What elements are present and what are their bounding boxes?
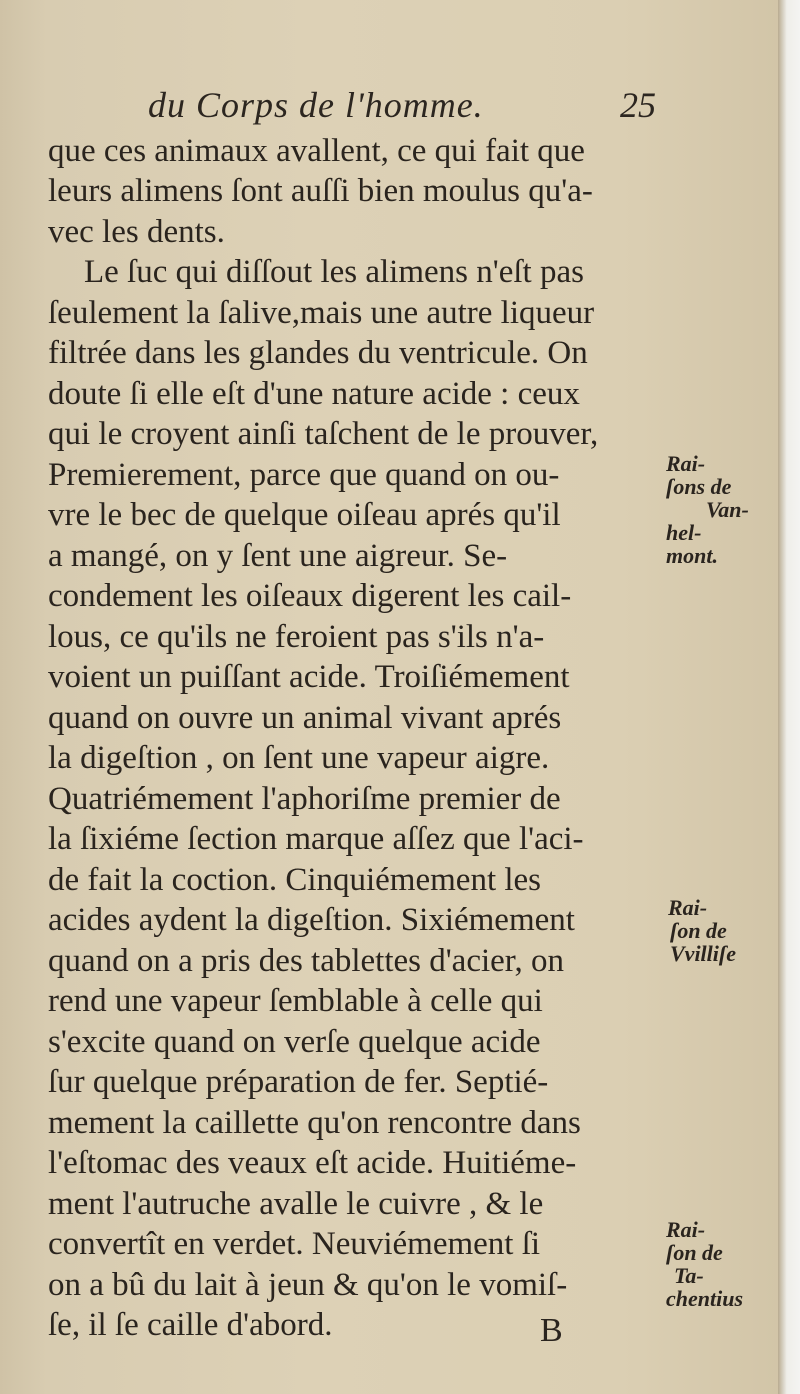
body-line: doute ſi elle eſt d'une nature acide : ceux — [48, 376, 580, 412]
body-line: ment l'autruche avalle le cuivre , & le — [48, 1186, 544, 1222]
body-line: on a bû du lait à jeun & qu'on le vomiſ- — [48, 1267, 568, 1303]
body-line: qui le croyent ainſi taſchent de le prouver, — [48, 416, 599, 452]
body-line: que ces animaux avallent, ce qui fait que — [48, 133, 585, 169]
page-number: 25 — [620, 85, 656, 125]
body-line: leurs alimens ſont auſſi bien moulus qu'a- — [48, 173, 593, 209]
body-line: lous, ce qu'ils ne feroient pas s'ils n'a- — [48, 619, 545, 655]
body-line: condement les oiſeaux digerent les cail- — [48, 578, 572, 614]
body-line: l'eſtomac des veaux eſt acide. Huitiéme- — [48, 1145, 577, 1181]
body-line: ſur quelque préparation de fer. Septié- — [48, 1064, 549, 1100]
body-line: s'excite quand on verſe quelque acide — [48, 1024, 541, 1060]
body-line: quand on a pris des tablettes d'acier, on — [48, 943, 564, 979]
body-line: de fait la coction. Cinquiémement les — [48, 862, 542, 898]
margin-note-line: Ta- — [674, 1263, 704, 1288]
body-line: ſe, il ſe caille d'abord. — [48, 1307, 333, 1343]
margin-note-line: ſon de — [666, 1240, 723, 1265]
body-line: la digeſtion , on ſent une vapeur aigre. — [48, 740, 550, 776]
margin-note-line: ſons de — [666, 474, 732, 499]
margin-note-tachentius — [666, 1218, 743, 1310]
body-line: mement la caillette qu'on rencontre dans — [48, 1105, 581, 1141]
margin-note-line: Rai- — [666, 1217, 706, 1242]
page-edge — [778, 0, 800, 1394]
body-line: ſeulement la ſalive,mais une autre liqueur — [48, 295, 595, 331]
margin-note-vanhelmont — [666, 452, 749, 567]
margin-note-line: mont. — [666, 543, 718, 568]
body-line: a mangé, on y ſent une aigreur. Se- — [48, 538, 508, 574]
body-line: convertît en verdet. Neuviémement ſi — [48, 1226, 541, 1262]
body-line: Le ſuc qui diſſout les alimens n'eſt pas — [84, 254, 584, 290]
margin-note-line: Van- — [706, 497, 749, 522]
body-line: Quatriémement l'aphoriſme premier de — [48, 781, 561, 817]
body-line: quand on ouvre un animal vivant aprés — [48, 700, 562, 736]
body-line: la ſixiéme ſection marque aſſez que l'aci- — [48, 821, 584, 857]
body-line: voient un puiſſant acide. Troiſiémement — [48, 659, 570, 695]
body-line: acides aydent la digeſtion. Sixiémement — [48, 902, 575, 938]
margin-note-line: hel- — [666, 520, 702, 545]
body-line: vre le bec de quelque oiſeau aprés qu'il — [48, 497, 561, 533]
body-line: Premierement, parce que quand on ou- — [48, 457, 560, 493]
margin-note-line: Rai- — [668, 895, 708, 920]
margin-note-line: Rai- — [666, 451, 706, 476]
body-line: rend une vapeur ſemblable à celle qui — [48, 983, 543, 1019]
margin-note-line: Vvilliſe — [670, 941, 736, 966]
margin-note-vvillise — [666, 896, 736, 965]
body-line: filtrée dans les glandes du ventricule. On — [48, 335, 588, 371]
body-line: vec les dents. — [48, 214, 225, 250]
margin-note-line: ſon de — [670, 918, 727, 943]
margin-note-line: chentius — [666, 1286, 744, 1311]
signature-mark: B — [540, 1312, 563, 1349]
running-head: du Corps de l'homme. — [148, 85, 484, 125]
